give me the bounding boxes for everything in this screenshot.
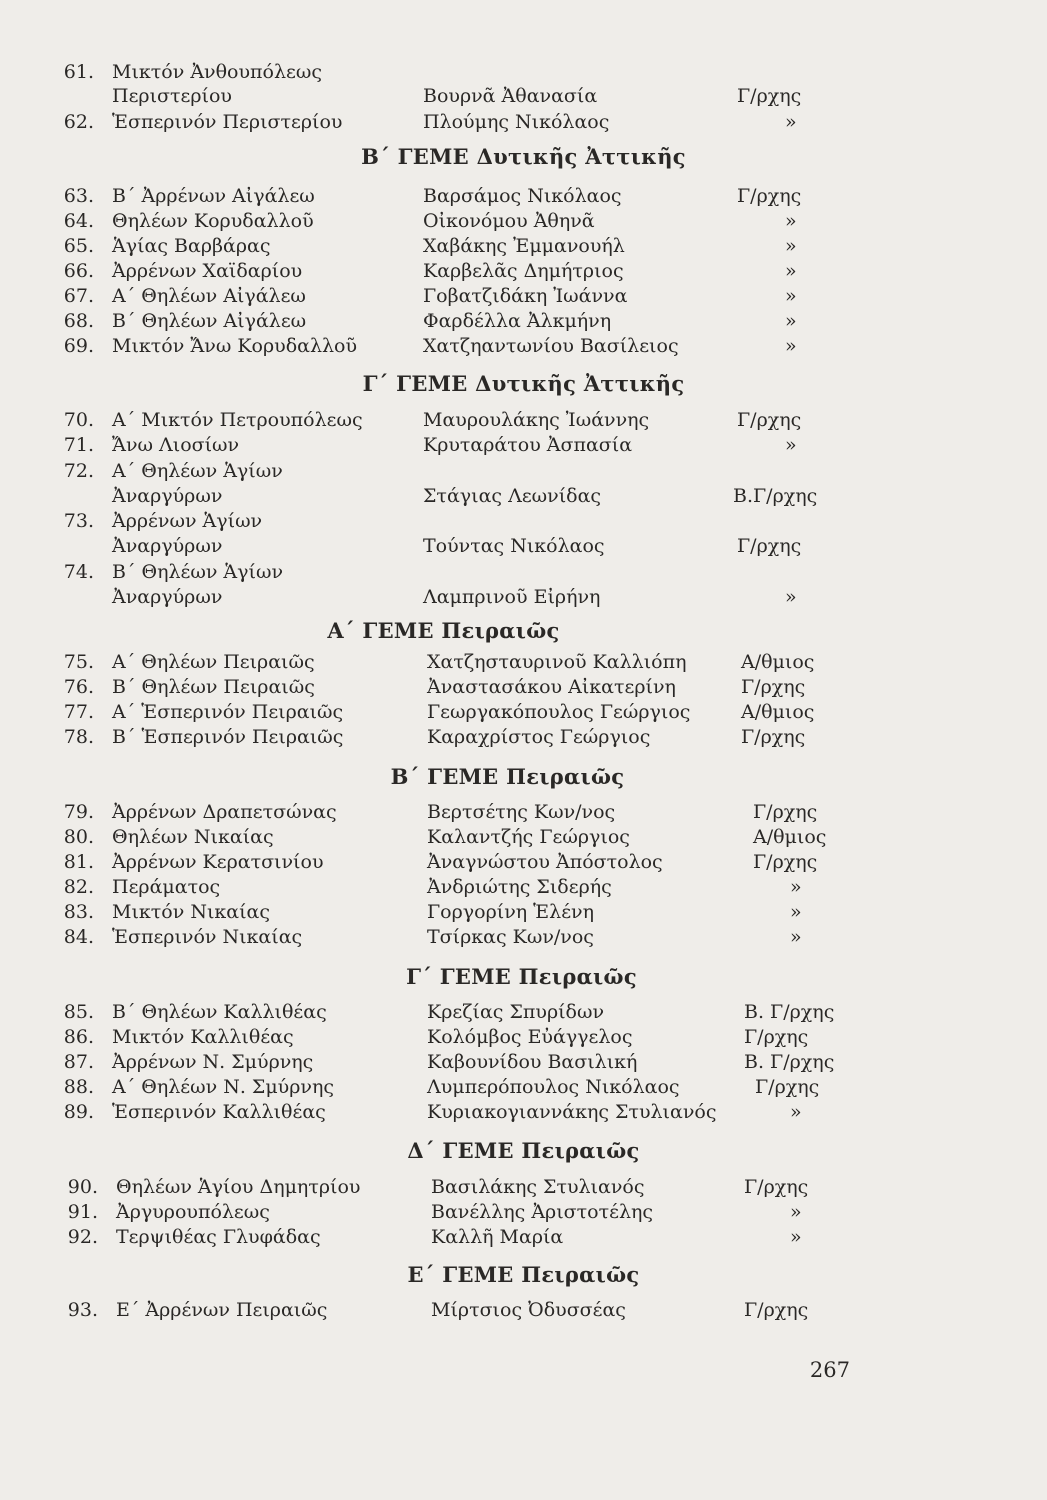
table-row — [0, 1175, 1047, 1200]
school-name: Θηλέων Κορυδαλλοῦ — [112, 210, 314, 232]
rank-title: Α/θμιος — [741, 701, 815, 723]
person-name: Τσίρκας Κων/νος — [427, 926, 594, 948]
rank-title: Γ/ρχης — [744, 1176, 809, 1198]
person-name: Καβουνίδου Βασιλική — [427, 1051, 638, 1073]
row-number: 73. — [63, 510, 94, 532]
school-name-continued: Ἀναργύρων — [112, 586, 223, 608]
rank-title: » — [785, 210, 797, 232]
table-row — [0, 700, 1047, 725]
person-name: Βαρσάμος Νικόλαος — [423, 185, 622, 207]
school-name: Β΄ Θηλέων Αἰγάλεω — [112, 310, 307, 332]
table-row-first-line — [0, 60, 1047, 85]
person-name: Στάγιας Λεωνίδας — [423, 485, 602, 507]
table-row — [0, 725, 1047, 750]
rank-title: » — [785, 335, 797, 357]
person-name: Βουρνᾶ Ἀθανασία — [423, 85, 598, 107]
person-name: Χαβάκης Ἐμμανουήλ — [423, 235, 625, 257]
rank-title: » — [785, 260, 797, 282]
rank-title: Γ/ρχης — [737, 409, 802, 431]
table-row — [0, 800, 1047, 825]
person-name: Κολόμβος Εὐάγγελος — [427, 1026, 633, 1048]
person-name: Γοργορίνη Ἑλένη — [427, 901, 594, 923]
row-number: 93. — [67, 1299, 98, 1321]
table-row — [0, 1200, 1047, 1225]
person-name: Καραχρίστος Γεώργιος — [427, 726, 651, 748]
row-number: 71. — [63, 434, 94, 456]
row-number: 92. — [67, 1226, 98, 1248]
rank-title: » — [785, 285, 797, 307]
table-row — [0, 534, 1047, 559]
rank-title: » — [790, 1226, 802, 1248]
person-name: Βασιλάκης Στυλιανός — [431, 1176, 645, 1198]
rank-title: » — [790, 901, 802, 923]
table-row — [0, 284, 1047, 309]
row-number: 82. — [63, 876, 94, 898]
table-row — [0, 1225, 1047, 1250]
school-name: Μικτόν Ἀνθουπόλεως — [112, 61, 322, 83]
page-number: 267 — [809, 1358, 850, 1382]
rank-title: Γ/ρχης — [741, 676, 806, 698]
school-name: Β΄ Ἑσπερινόν Πειραιῶς — [112, 726, 344, 748]
table-row — [0, 110, 1047, 135]
person-name: Γοβατζιδάκη Ἰωάννα — [423, 285, 628, 307]
person-name: Πλούμης Νικόλαος — [423, 111, 610, 133]
row-number: 75. — [63, 651, 94, 673]
person-name: Καλαντζής Γεώργιος — [427, 826, 630, 848]
school-name: Ἑσπερινόν Περιστερίου — [112, 111, 343, 133]
table-row — [0, 84, 1047, 109]
rank-title: » — [790, 926, 802, 948]
table-row — [0, 484, 1047, 509]
section-heading: Γ΄ ΓΕΜΕ Δυτικῆς Ἀττικῆς — [362, 371, 685, 396]
rank-title: Γ/ρχης — [744, 1026, 809, 1048]
row-number: 61. — [63, 61, 94, 83]
person-name: Βερτσέτης Κων/νος — [427, 801, 616, 823]
section-heading: Β΄ ΓΕΜΕ Δυτικῆς Ἀττικῆς — [361, 144, 686, 169]
row-number: 74. — [63, 561, 94, 583]
person-name: Ἀνδριώτης Σιδερής — [427, 876, 612, 898]
person-name: Μίρτσιος Ὀδυσσέας — [431, 1299, 626, 1321]
table-row — [0, 433, 1047, 458]
row-number: 68. — [63, 310, 94, 332]
school-name: Ἀρρένων Ν. Σμύρνης — [112, 1051, 314, 1073]
row-number: 70. — [63, 409, 94, 431]
school-name: Α΄ Μικτόν Πετρουπόλεως — [112, 409, 363, 431]
rank-title: » — [785, 586, 797, 608]
table-row — [0, 1298, 1047, 1323]
person-name: Καρβελᾶς Δημήτριος — [423, 260, 624, 282]
table-row — [0, 925, 1047, 950]
table-row — [0, 234, 1047, 259]
school-name: Β΄ Θηλέων Καλλιθέας — [112, 1001, 327, 1023]
rank-title: » — [785, 235, 797, 257]
row-number: 76. — [63, 676, 94, 698]
person-name: Λυμπερόπουλος Νικόλαος — [427, 1076, 680, 1098]
row-number: 69. — [63, 335, 94, 357]
row-number: 83. — [63, 901, 94, 923]
table-row — [0, 334, 1047, 359]
person-name: Χατζησταυρινοῦ Καλλιόπη — [427, 651, 687, 673]
school-name: Α΄ Ἑσπερινόν Πειραιῶς — [112, 701, 344, 723]
row-number: 64. — [63, 210, 94, 232]
school-name: Α΄ Θηλέων Πειραιῶς — [112, 651, 315, 673]
school-name: Μικτόν Ἄνω Κορυδαλλοῦ — [112, 335, 358, 357]
school-name: Α΄ Θηλέων Αἰγάλεω — [112, 285, 306, 307]
table-row — [0, 1100, 1047, 1125]
school-name: Α΄ Θηλέων Ν. Σμύρνης — [112, 1076, 334, 1098]
table-row — [0, 875, 1047, 900]
rank-title: Γ/ρχης — [741, 726, 806, 748]
rank-title: Γ/ρχης — [737, 535, 802, 557]
table-row — [0, 900, 1047, 925]
person-name: Τούντας Νικόλαος — [423, 535, 605, 557]
table-row — [0, 309, 1047, 334]
row-number: 63. — [63, 185, 94, 207]
table-row — [0, 1050, 1047, 1075]
school-name: Β΄ Θηλέων Πειραιῶς — [112, 676, 315, 698]
rank-title: » — [790, 1201, 802, 1223]
row-number: 91. — [67, 1201, 98, 1223]
rank-title: Γ/ρχης — [737, 185, 802, 207]
rank-title: » — [790, 1101, 802, 1123]
table-row — [0, 259, 1047, 284]
school-name: Ἀρρένων Ἁγίων — [112, 510, 263, 532]
row-number: 86. — [63, 1026, 94, 1048]
person-name: Κυριακογιαννάκης Στυλιανός — [427, 1101, 717, 1123]
table-row — [0, 675, 1047, 700]
row-number: 67. — [63, 285, 94, 307]
rank-title: Γ/ρχης — [737, 85, 802, 107]
table-row — [0, 1025, 1047, 1050]
section-heading: Ε΄ ΓΕΜΕ Πειραιῶς — [407, 1262, 640, 1287]
row-number: 62. — [63, 111, 94, 133]
row-number: 84. — [63, 926, 94, 948]
person-name: Κρυταράτου Ἀσπασία — [423, 434, 633, 456]
rank-title: » — [785, 434, 797, 456]
person-name: Κρεζίας Σπυρίδων — [427, 1001, 605, 1023]
table-row-first-line — [0, 459, 1047, 484]
row-number: 77. — [63, 701, 94, 723]
school-name: Περάματος — [112, 876, 221, 898]
school-name: Ἄνω Λιοσίων — [112, 434, 240, 456]
person-name: Γεωργακόπουλος Γεώργιος — [427, 701, 691, 723]
school-name: Α΄ Θηλέων Ἁγίων — [112, 460, 283, 482]
person-name: Οἰκονόμου Ἀθηνᾶ — [423, 210, 595, 232]
person-name: Βανέλλης Ἀριστοτέλης — [431, 1201, 654, 1223]
row-number: 79. — [63, 801, 94, 823]
rank-title: » — [790, 876, 802, 898]
school-name: Ἑσπερινόν Νικαίας — [112, 926, 303, 948]
person-name: Καλλῆ Μαρία — [431, 1226, 564, 1248]
school-name: Ἀρρένων Δραπετσώνας — [112, 801, 337, 823]
row-number: 72. — [63, 460, 94, 482]
school-name: Ἀργυρουπόλεως — [116, 1201, 270, 1223]
rank-title: Β.Γ/ρχης — [733, 485, 818, 507]
rank-title: » — [785, 310, 797, 332]
person-name: Φαρδέλλα Ἀλκμήνη — [423, 310, 612, 332]
table-row — [0, 1075, 1047, 1100]
row-number: 65. — [63, 235, 94, 257]
rank-title: Γ/ρχης — [744, 1299, 809, 1321]
rank-title: Α/θμιος — [741, 651, 815, 673]
row-number: 66. — [63, 260, 94, 282]
table-row — [0, 209, 1047, 234]
school-name-continued: Ἀναργύρων — [112, 485, 223, 507]
row-number: 87. — [63, 1051, 94, 1073]
rank-title: Α/θμιος — [753, 826, 827, 848]
table-row-first-line — [0, 509, 1047, 534]
row-number: 80. — [63, 826, 94, 848]
school-name-continued: Ἀναργύρων — [112, 535, 223, 557]
section-heading: Δ΄ ΓΕΜΕ Πειραιῶς — [407, 1138, 640, 1163]
rank-title: Β. Γ/ρχης — [744, 1051, 835, 1073]
row-number: 78. — [63, 726, 94, 748]
rank-title: Γ/ρχης — [753, 851, 818, 873]
table-row — [0, 850, 1047, 875]
school-name: Ἑσπερινόν Καλλιθέας — [112, 1101, 326, 1123]
row-number: 81. — [63, 851, 94, 873]
school-name: Ἁγίας Βαρβάρας — [112, 235, 271, 257]
person-name: Λαμπρινοῦ Εἰρήνη — [423, 586, 601, 608]
rank-title: Γ/ρχης — [753, 801, 818, 823]
table-row — [0, 408, 1047, 433]
school-name: Ἀρρένων Χαϊδαρίου — [112, 260, 303, 282]
school-name: Μικτόν Νικαίας — [112, 901, 271, 923]
rank-title: Β. Γ/ρχης — [744, 1001, 835, 1023]
rank-title: Γ/ρχης — [755, 1076, 820, 1098]
school-name: Ἀρρένων Κερατσινίου — [112, 851, 324, 873]
school-name: Β΄ Θηλέων Ἁγίων — [112, 561, 283, 583]
row-number: 89. — [63, 1101, 94, 1123]
table-row — [0, 1000, 1047, 1025]
section-heading: Β΄ ΓΕΜΕ Πειραιῶς — [390, 764, 625, 789]
person-name: Χατζηαντωνίου Βασίλειος — [423, 335, 679, 357]
rank-title: » — [785, 111, 797, 133]
school-name: Τερψιθέας Γλυφάδας — [116, 1226, 321, 1248]
table-row — [0, 585, 1047, 610]
table-row-first-line — [0, 560, 1047, 585]
row-number: 90. — [67, 1176, 98, 1198]
table-row — [0, 650, 1047, 675]
school-name: Θηλέων Ἁγίου Δημητρίου — [116, 1176, 361, 1198]
row-number: 85. — [63, 1001, 94, 1023]
person-name: Ἀναστασάκου Αἰκατερίνη — [427, 676, 676, 698]
table-row — [0, 825, 1047, 850]
school-name: Θηλέων Νικαίας — [112, 826, 274, 848]
school-name: Μικτόν Καλλιθέας — [112, 1026, 294, 1048]
section-heading: Α΄ ΓΕΜΕ Πειραιῶς — [327, 618, 560, 643]
row-number: 88. — [63, 1076, 94, 1098]
person-name: Μαυρουλάκης Ἰωάννης — [423, 409, 650, 431]
table-row — [0, 184, 1047, 209]
person-name: Ἀναγνώστου Ἀπόστολος — [427, 851, 663, 873]
school-name: Ε΄ Ἀρρένων Πειραιῶς — [116, 1299, 328, 1321]
school-name: Β΄ Ἀρρένων Αἰγάλεω — [112, 185, 315, 207]
school-name-continued: Περιστερίου — [112, 85, 232, 107]
section-heading: Γ΄ ΓΕΜΕ Πειραιῶς — [406, 964, 637, 989]
